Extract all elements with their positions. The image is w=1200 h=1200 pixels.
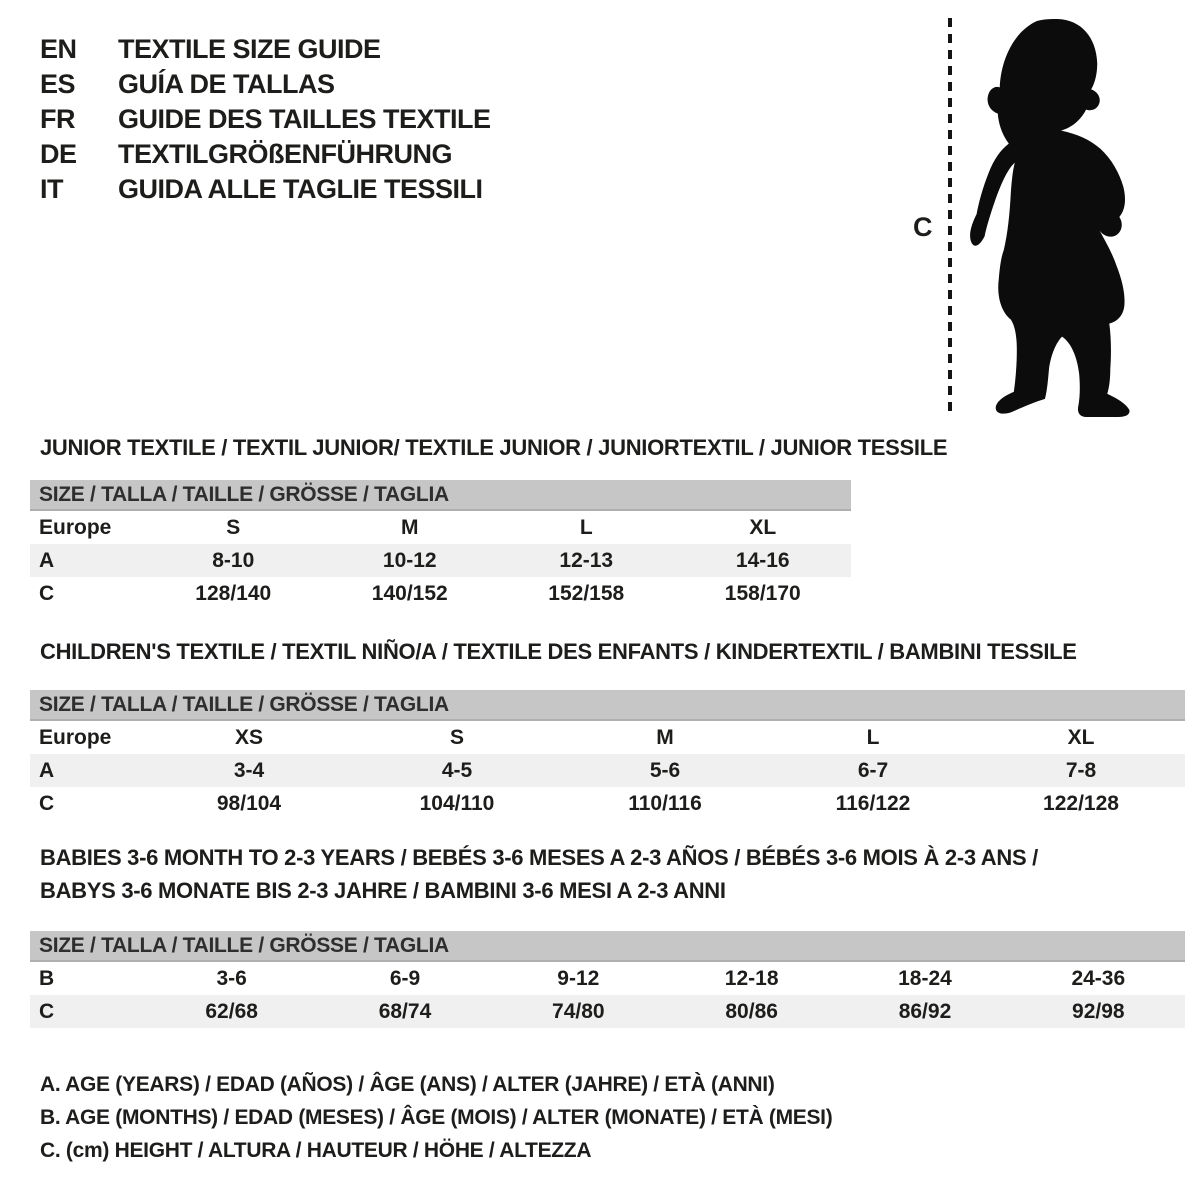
height-cell: 62/68 xyxy=(205,999,258,1023)
height-cell: 116/122 xyxy=(835,791,911,815)
height-measure-dashed-line xyxy=(948,18,952,416)
months-cell: 12-18 xyxy=(724,966,779,990)
age-cell: 5-6 xyxy=(649,758,681,782)
junior-section-heading: JUNIOR TEXTILE / TEXTIL JUNIOR/ TEXTILE JUNIOR / JUNIORTEXTIL / JUNIOR TESSILE xyxy=(40,435,948,460)
size-cell: M xyxy=(401,515,419,539)
table-row-age xyxy=(30,754,1185,787)
language-code: FR xyxy=(40,104,75,134)
language-code: IT xyxy=(40,174,63,204)
age-cell: 7-8 xyxy=(1065,758,1097,782)
age-cell: 10-12 xyxy=(382,548,437,572)
measurement-legend xyxy=(40,1068,832,1167)
size-cell: XS xyxy=(234,725,263,749)
size-cell: S xyxy=(226,515,241,539)
row-label: A xyxy=(39,758,55,782)
language-row-en xyxy=(40,32,491,67)
age-cell: 12-13 xyxy=(559,548,614,572)
age-cell: 14-16 xyxy=(735,548,790,572)
babies-section-heading-line2: BABYS 3-6 MONATE BIS 2-3 JAHRE / BAMBINI 3-6 MESI A 2-3 ANNI xyxy=(40,878,726,903)
guide-title: GUIDE DES TAILLES TEXTILE xyxy=(118,104,491,134)
language-row-fr xyxy=(40,102,491,137)
height-cell: 92/98 xyxy=(1072,999,1125,1023)
months-cell: 3-6 xyxy=(216,966,247,990)
language-title-list xyxy=(40,32,491,207)
age-cell: 6-7 xyxy=(857,758,889,782)
months-cell: 18-24 xyxy=(898,966,952,990)
height-cell: 122/128 xyxy=(1043,791,1119,815)
row-label: B xyxy=(39,966,55,990)
age-cell: 4-5 xyxy=(441,758,473,782)
table-row-europe xyxy=(30,721,1185,754)
height-cell: 104/110 xyxy=(419,791,495,815)
table-row-age xyxy=(30,544,851,577)
legend-height-cm: C. (cm) HEIGHT / ALTURA / HAUTEUR / HÖHE / ALTEZZA xyxy=(40,1138,592,1162)
table-row-height xyxy=(30,995,1185,1028)
table-row-months xyxy=(30,962,1185,995)
height-cell: 140/152 xyxy=(371,581,448,605)
size-header-bar: SIZE / TALLA / TAILLE / GRÖSSE / TAGLIA xyxy=(30,480,851,511)
height-cell: 152/158 xyxy=(548,581,625,605)
months-cell: 24-36 xyxy=(1071,966,1126,990)
language-code: DE xyxy=(40,139,77,169)
months-cell: 6-9 xyxy=(389,966,421,990)
row-label: C xyxy=(39,791,55,815)
table-row-height xyxy=(30,577,851,610)
table-row-europe xyxy=(30,511,851,544)
height-cell: 128/140 xyxy=(195,581,272,605)
height-cell: 74/80 xyxy=(552,999,605,1023)
babies-size-table xyxy=(30,931,1185,1028)
children-section-heading: CHILDREN'S TEXTILE / TEXTIL NIÑO/A / TEXTILE DES ENFANTS / KINDERTEXTIL / BAMBINI TESSILE xyxy=(40,639,1077,664)
guide-title: GUIDA ALLE TAGLIE TESSILI xyxy=(118,174,483,204)
junior-size-table xyxy=(30,480,851,610)
height-cell: 80/86 xyxy=(725,999,778,1023)
size-header-bar: SIZE / TALLA / TAILLE / GRÖSSE / TAGLIA xyxy=(30,690,1185,721)
legend-age-years: A. AGE (YEARS) / EDAD (AÑOS) / ÂGE (ANS) / ALTER (JAHRE) / ETÀ (ANNI) xyxy=(40,1072,775,1096)
size-cell: XL xyxy=(1067,725,1095,749)
children-size-table xyxy=(30,690,1185,820)
height-cell: 68/74 xyxy=(378,999,432,1023)
height-cell: 86/92 xyxy=(898,999,952,1023)
language-row-it xyxy=(40,172,491,207)
height-cell: 158/170 xyxy=(724,581,801,605)
row-label: C xyxy=(39,581,55,605)
size-cell: L xyxy=(579,515,593,539)
height-measure-label: C xyxy=(913,212,933,242)
guide-title: GUÍA DE TALLAS xyxy=(118,69,335,99)
row-label: Europe xyxy=(39,725,112,749)
row-label: C xyxy=(39,999,55,1023)
babies-section-heading-line1: BABIES 3-6 MONTH TO 2-3 YEARS / BEBÉS 3-6 MESES A 2-3 AÑOS / BÉBÉS 3-6 MOIS À 2-3 ANS / xyxy=(40,845,1038,870)
language-row-de xyxy=(40,137,491,172)
size-header-bar: SIZE / TALLA / TAILLE / GRÖSSE / TAGLIA xyxy=(30,931,1185,962)
row-label: Europe xyxy=(39,515,112,539)
row-label: A xyxy=(39,548,55,572)
size-cell: XL xyxy=(749,515,777,539)
size-cell: S xyxy=(449,725,464,749)
height-cell: 110/116 xyxy=(628,791,702,815)
months-cell: 9-12 xyxy=(557,966,600,990)
toddler-silhouette-image xyxy=(962,16,1138,418)
language-code: ES xyxy=(40,69,76,99)
language-row-es xyxy=(40,67,491,102)
language-code: EN xyxy=(40,34,77,64)
height-cell: 98/104 xyxy=(216,791,282,815)
guide-title: TEXTILE SIZE GUIDE xyxy=(118,34,381,64)
table-row-height xyxy=(30,787,1185,820)
size-cell: M xyxy=(656,725,674,749)
guide-title: TEXTILGRÖßENFÜHRUNG xyxy=(118,139,452,169)
age-cell: 3-4 xyxy=(233,758,265,782)
age-cell: 8-10 xyxy=(212,548,255,572)
size-cell: L xyxy=(866,725,880,749)
legend-age-months: B. AGE (MONTHS) / EDAD (MESES) / ÂGE (MOIS) / ALTER (MONATE) / ETÀ (MESI) xyxy=(40,1105,833,1129)
